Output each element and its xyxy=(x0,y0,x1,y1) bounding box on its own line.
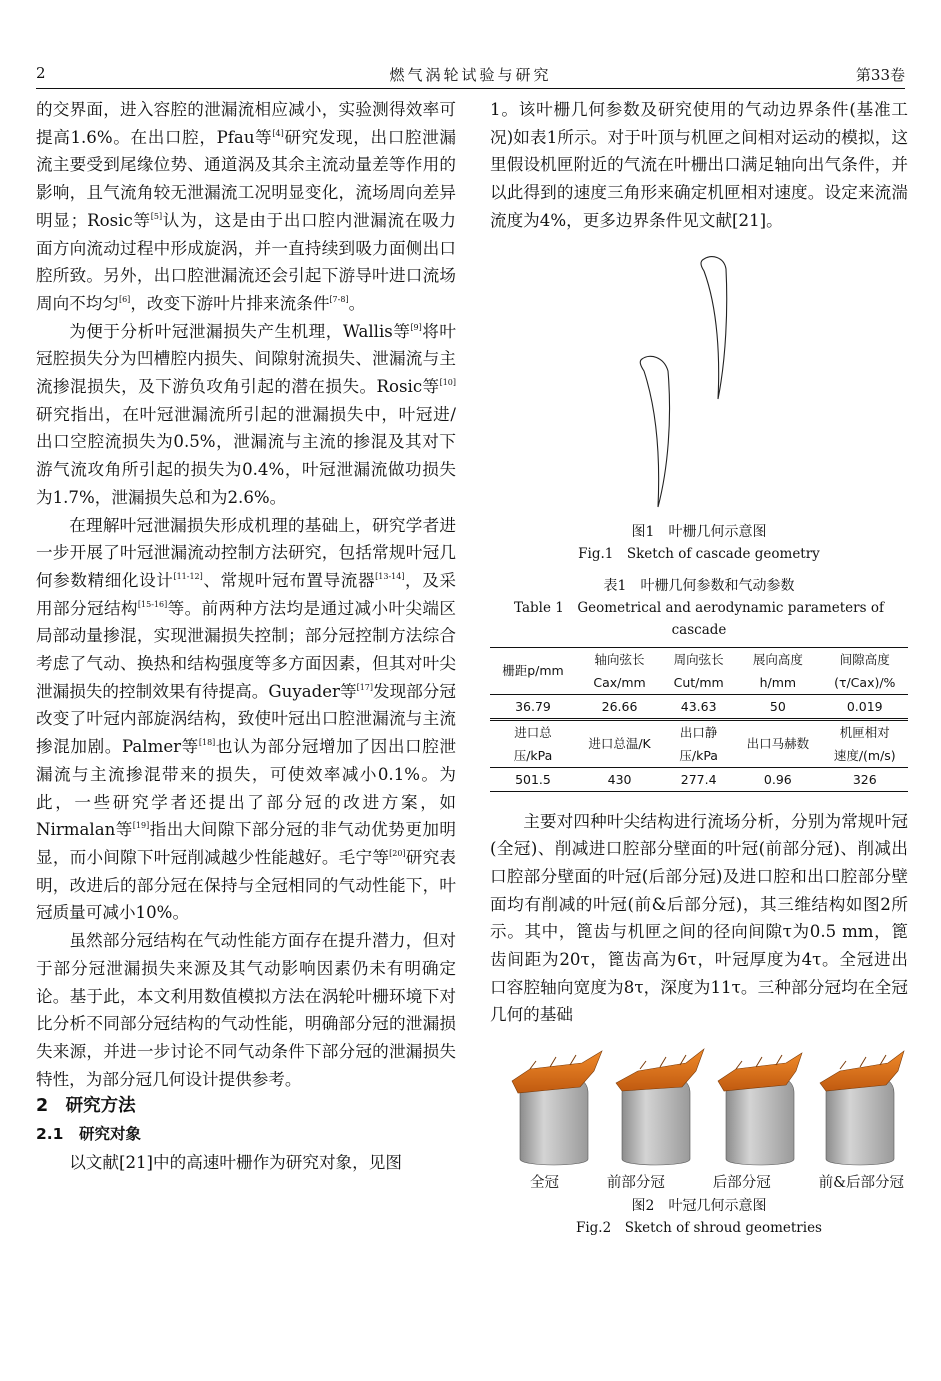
figure-1-cascade xyxy=(490,249,908,521)
cascade-blade-sketch xyxy=(490,249,908,521)
volume-label: 第33卷 xyxy=(855,66,905,84)
figure-2-caption-cn: 图2 叶冠几何示意图 xyxy=(631,1198,767,1215)
right-column xyxy=(490,96,908,1239)
journal-title: 燃气涡轮试验与研究 xyxy=(389,66,552,84)
subsection-heading: 2.1 研究对象 xyxy=(36,1125,141,1144)
table-header-row: Cax/mm Cut/mm h/mm (τ/Cax)/% xyxy=(593,674,896,690)
table-1-caption-cn: 表1 叶栅几何参数和气动参数 xyxy=(603,577,795,594)
shroud-geometry-renderings xyxy=(490,1041,908,1171)
table-header-row: 进口总 进口总温/K 出口静 出口马赫数 机匣相对 xyxy=(490,719,908,744)
figure-2-caption-en: Fig.2 Sketch of shroud geometries xyxy=(575,1220,822,1237)
table-header-row: 压/kPa 压/kPa 速度/(m/s) xyxy=(513,747,896,763)
figure-1-caption-en: Fig.1 Sketch of cascade geometry xyxy=(578,545,820,562)
table-1 xyxy=(490,647,908,792)
page-header xyxy=(36,62,905,89)
figure-2-shrouds xyxy=(490,1041,908,1171)
paragraph: 的交界面，进入容腔的泄漏流相应减小，实验测得效率可提高1.6%。在出口腔，Pfau等[4]研究发现，出口腔泄漏流主要受到尾缘位势、通道涡及其余主流动量差等作用的影响，且气流角较无泄漏流工况明显变化，流场周向差异明显；Rosic等[5]认为，这是由于出口腔内泄漏流在吸力面方向流动过程中形成旋涡，并一直持续到吸力面侧出口腔所致。另外，出口腔泄漏流还会引起下游导叶进口流场周向不均匀[6]，改变下游叶片排来流条件[7-8]。 xyxy=(36,100,457,313)
shroud-front-rear-partial xyxy=(820,1051,904,1165)
figure-2-label: 全冠 xyxy=(530,1175,559,1192)
blade-profile-lower xyxy=(640,356,669,507)
table-1-caption-en: Table 1 Geometrical and aerodynamic parameters of cascade xyxy=(514,599,884,638)
paragraph: 为便于分析叶冠泄漏损失产生机理，Wallis等[9]将叶冠腔损失分为凹槽腔内损失、间隙射流损失、泄漏流与主流掺混损失，及下游负攻角引起的潜在损失。Rosic等[10]研究指出，在叶冠泄漏流所引起的泄漏损失中，叶冠进/出口空腔流损失为0.5%，泄漏流与主流的掺混及其对下游气流攻角所引起的损失为0.4%，叶冠泄漏流做功损失为1.7%，泄漏损失总和为2.6%。 xyxy=(36,321,456,507)
paragraph: 以文献[21]中的高速叶栅作为研究对象，见图 xyxy=(69,1152,402,1172)
shroud-rear-partial xyxy=(718,1053,802,1165)
figure-2-label: 前&后部分冠 xyxy=(818,1175,904,1192)
figure-2-label: 前部分冠 xyxy=(606,1175,665,1192)
figure-2-label: 后部分冠 xyxy=(712,1175,771,1192)
shroud-front-partial xyxy=(616,1049,704,1165)
table-header-row: 栅距p/mm 轴向弦长 周向弦长 展向高度 间隙高度 xyxy=(490,647,908,671)
figure-1-caption-cn: 图1 叶栅几何示意图 xyxy=(631,523,767,540)
page-number: 2 xyxy=(36,64,46,82)
blade-profile-upper xyxy=(701,256,727,398)
paragraph: 1。该叶栅几何参数及研究使用的气动边界条件(基准工况)如表1所示。对于叶顶与机匣之间相对运动的模拟，这里假设机匣附近的气流在叶栅出口满足轴向出气条件，并以此得到的速度三角形来确定机匣相对速度。设定来流湍流度为4%，更多边界条件见文献[21]。 xyxy=(490,100,908,230)
shroud-full xyxy=(512,1051,602,1165)
left-column xyxy=(36,96,456,1176)
table-row: 36.79 26.66 43.63 50 0.019 xyxy=(490,694,908,719)
section-heading: 2 研究方法 xyxy=(36,1096,136,1117)
figure-2-labels xyxy=(490,1171,908,1195)
table-row: 501.5 430 277.4 0.96 326 xyxy=(490,767,908,791)
paragraph: 主要对四种叶尖结构进行流场分析，分别为常规叶冠(全冠)、削减进口腔部分壁面的叶冠(前部分冠)、削减出口腔部分壁面的叶冠(后部分冠)及进口腔和出口腔部分壁面均有削减的叶冠(前&后部分冠)，其三维结构如图2所示。其中，篦齿与机匣之间的径向间隙τ为0.5 mm，篦齿间距为20τ，篦齿高为6τ，叶冠厚度为4τ。全冠进出口容腔轴向宽度为8τ，深度为11τ。三种部分冠均在全冠几何的基础 xyxy=(490,811,908,1025)
paragraph: 虽然部分冠结构在气动性能方面存在提升潜力，但对于部分冠泄漏损失来源及其气动影响因素仍未有明确定论。基于此，本文利用数值模拟方法在涡轮叶栅环境下对比分析不同部分冠结构的气动性能，明确部分冠的泄漏损失来源，并进一步讨论不同气动条件下部分冠的泄漏损失特性，为部分冠几何设计提供参考。 xyxy=(36,931,456,1089)
paragraph: 在理解叶冠泄漏损失形成机理的基础上，研究学者进一步开展了叶冠泄漏流动控制方法研究，包括常规叶冠几何参数精细化设计[11-12]、常规叶冠布置导流器[13-14]，及采用部分冠结构[15-16]等。前两种方法均是通过减小叶尖端区局部动量掺混，实现泄漏损失控制；部分冠控制方法综合考虑了气动、换热和结构强度等多方面因素，但其对叶尖泄漏损失的控制效果有待提高。Guyader等[17]发现部分冠改变了叶冠内部旋涡结构，致使叶冠出口腔泄漏流与主流掺混加剧。Palmer等[18]也认为部分冠增加了因出口腔泄漏流与主流掺混带来的损失，可使效率减小0.1%。为此，一些研究学者还提出了部分冠的改进方案，如Nirmalan等[19]指出大间隙下部分冠的非气动优势更加明显，而小间隙下叶冠削减越少性能越好。毛宁等[20]研究表明，改进后的部分冠在保持与全冠相同的气动性能下，叶冠质量可减小10%。 xyxy=(36,515,457,923)
